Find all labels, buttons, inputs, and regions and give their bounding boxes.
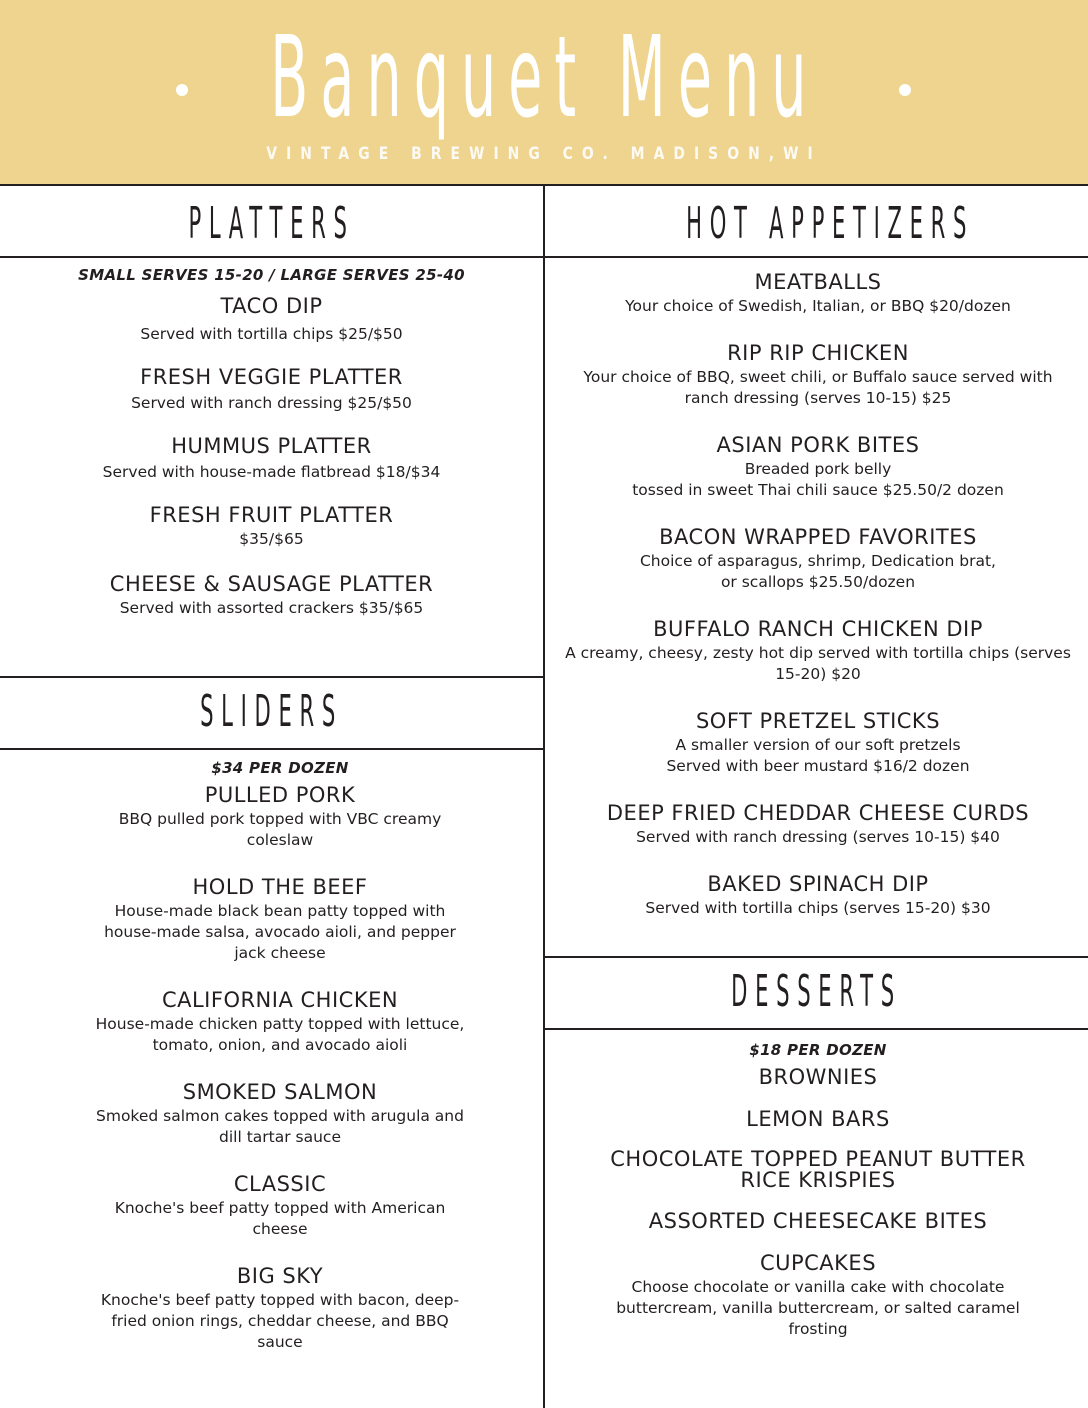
menu-item — [0, 434, 543, 483]
item-description: Your choice of BBQ, sweet chili, or Buffalo sauce served with ranch dressing (serves 10-15) $25 — [583, 368, 1053, 407]
item-description: Served with tortilla chips (serves 15-20) $30 — [645, 899, 991, 917]
item-name: BROWNIES — [758, 1065, 878, 1089]
item-name: FRESH FRUIT PLATTER — [149, 503, 394, 527]
menu-item — [565, 341, 1071, 409]
sliders-section — [92, 759, 468, 1353]
menu-item — [92, 1080, 468, 1148]
item-name: SMOKED SALMON — [182, 1080, 378, 1104]
menu-item — [565, 525, 1071, 593]
menu-item — [0, 365, 543, 414]
item-description: Served with house-made flatbread $18/$34 — [102, 463, 441, 481]
hot-appetizers-section — [565, 270, 1071, 919]
menu-item — [565, 872, 1071, 919]
bullet-dot-right — [899, 84, 911, 96]
item-description: Choose chocolate or vanilla cake with chocolate buttercream, vanilla buttercream, or salted caramel frosting — [616, 1278, 1020, 1338]
divider — [545, 256, 1088, 258]
item-name: SOFT PRETZEL STICKS — [695, 709, 941, 733]
menu-item — [92, 1172, 468, 1240]
divider — [0, 256, 543, 258]
section-title-platters: PLATTERS — [188, 198, 355, 249]
item-name: CHEESE & SAUSAGE PLATTER — [109, 572, 434, 596]
menu-item — [600, 1209, 1036, 1233]
item-name: DEEP FRIED CHEDDAR CHEESE CURDS — [606, 801, 1030, 825]
menu-item — [565, 709, 1071, 777]
menu-item — [565, 270, 1071, 317]
item-name: RIP RIP CHICKEN — [727, 341, 909, 365]
column-divider — [543, 186, 545, 1408]
item-name: MEATBALLS — [754, 270, 882, 294]
divider — [0, 676, 543, 678]
item-name: CHOCOLATE TOPPED PEANUT BUTTER RICE KRISPIES — [610, 1147, 1026, 1192]
item-name: CLASSIC — [233, 1172, 327, 1196]
item-name: BUFFALO RANCH CHICKEN DIP — [653, 617, 983, 641]
section-title-desserts: DESSERTS — [731, 966, 902, 1017]
item-name: LEMON BARS — [746, 1107, 890, 1131]
item-name: CUPCAKES — [759, 1251, 877, 1275]
item-description: House-made chicken patty topped with lettuce, tomato, onion, and avocado aioli — [95, 1015, 465, 1054]
menu-item — [600, 1065, 1036, 1089]
item-description: Served with assorted crackers $35/$65 — [119, 599, 424, 617]
menu-item — [92, 875, 468, 964]
menu-item — [0, 503, 543, 550]
menu-title: Banquet Menu — [269, 13, 819, 143]
item-name: BIG SKY — [236, 1264, 324, 1288]
item-description: Choice of asparagus, shrimp, Dedication brat, or scallops $25.50/dozen — [639, 552, 996, 591]
item-description: $35/$65 — [239, 530, 304, 548]
menu-subtitle: VINTAGE BREWING CO. MADISON,WI — [266, 144, 822, 164]
menu-item — [0, 294, 543, 345]
item-name: ASIAN PORK BITES — [716, 433, 920, 457]
item-name: ASSORTED CHEESECAKE BITES — [648, 1209, 988, 1233]
section-title-sliders: SLIDERS — [200, 686, 343, 737]
item-description: BBQ pulled pork topped with VBC creamy coleslaw — [118, 810, 442, 849]
desserts-section — [600, 1041, 1036, 1340]
item-name: HOLD THE BEEF — [192, 875, 368, 899]
item-name: BAKED SPINACH DIP — [707, 872, 929, 896]
item-description: A smaller version of our soft pretzels Served with beer mustard $16/2 dozen — [666, 736, 970, 775]
divider — [545, 956, 1088, 958]
menu-item — [600, 1107, 1036, 1131]
section-title-hot-appetizers: HOT APPETIZERS — [686, 198, 975, 249]
menu-item — [600, 1251, 1036, 1340]
item-name: CALIFORNIA CHICKEN — [161, 988, 399, 1012]
item-description: House-made black bean patty topped with house-made salsa, avocado aioli, and pepper jack cheese — [104, 902, 456, 962]
menu-item — [92, 988, 468, 1056]
menu-item — [92, 783, 468, 851]
item-description: Smoked salmon cakes topped with arugula and dill tartar sauce — [96, 1107, 464, 1146]
menu-item — [600, 1149, 1036, 1191]
platters-section — [0, 266, 543, 619]
header-banner — [0, 0, 1088, 184]
menu-item — [565, 617, 1071, 685]
item-description: A creamy, cheesy, zesty hot dip served with tortilla chips (serves 15-20) $20 — [565, 644, 1071, 683]
menu-item — [92, 1264, 468, 1353]
menu-item — [565, 433, 1071, 501]
divider — [545, 1028, 1088, 1030]
item-description: Served with ranch dressing (serves 10-15) $40 — [636, 828, 1000, 846]
item-name: BACON WRAPPED FAVORITES — [659, 525, 977, 549]
item-description: Breaded pork belly tossed in sweet Thai chili sauce $25.50/2 dozen — [632, 460, 1004, 499]
menu-item — [0, 572, 543, 619]
item-description: Served with tortilla chips $25/$50 — [140, 325, 403, 343]
item-name: FRESH VEGGIE PLATTER — [140, 365, 403, 389]
item-description: Knoche's beef patty topped with bacon, deep-fried onion rings, cheddar cheese, and BBQ sauce — [100, 1291, 460, 1351]
menu-item — [565, 801, 1071, 848]
divider — [0, 748, 543, 750]
platters-note: SMALL SERVES 15-20 / LARGE SERVES 25-40 — [78, 266, 465, 284]
desserts-note: $18 PER DOZEN — [749, 1041, 887, 1059]
item-name: HUMMUS PLATTER — [171, 434, 372, 458]
item-description: Knoche's beef patty topped with American cheese — [114, 1199, 446, 1238]
item-name: TACO DIP — [220, 294, 323, 318]
item-name: PULLED PORK — [204, 783, 356, 807]
item-description: Your choice of Swedish, Italian, or BBQ $20/dozen — [625, 297, 1011, 315]
item-description: Served with ranch dressing $25/$50 — [131, 394, 412, 412]
sliders-note: $34 PER DOZEN — [211, 759, 349, 777]
